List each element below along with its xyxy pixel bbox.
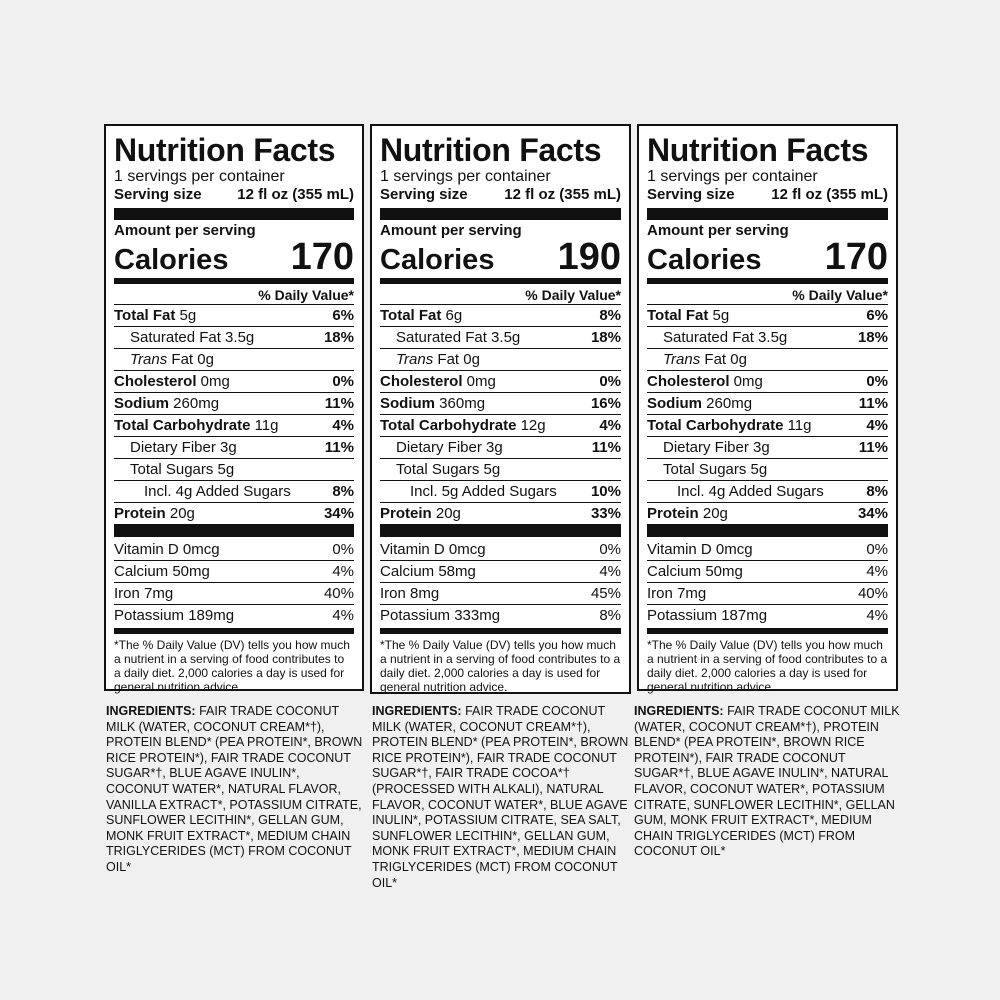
nutrient-amount: Incl. 4g Added Sugars (677, 483, 824, 500)
nutrient-label (114, 305, 196, 326)
nutrient-amount: 6g (441, 307, 463, 324)
nutrient-row (380, 459, 621, 481)
nutrient-daily-value: 4% (866, 417, 888, 434)
nutrient-name: Fat 0g (433, 351, 480, 368)
nutrient-row (114, 481, 354, 503)
vitamin-daily-value: 0% (599, 541, 621, 558)
vitamin-row (114, 605, 354, 626)
nutrient-label (647, 349, 747, 370)
vitamin-row (647, 605, 888, 626)
vitamin-name: Calcium 50mg (647, 563, 743, 580)
vitamin-daily-value: 4% (599, 563, 621, 580)
nutrient-row (647, 349, 888, 371)
serving-size-row (380, 186, 621, 204)
nutrient-daily-value: 0% (332, 373, 354, 390)
nutrient-row (380, 437, 621, 459)
amount-per-serving: Amount per serving (647, 222, 789, 239)
nutrient-label (114, 327, 254, 348)
serving-size-value: 12 fl oz (355 mL) (771, 186, 888, 203)
nutrient-name: Fat 0g (167, 351, 214, 368)
nutrient-daily-value: 8% (866, 483, 888, 500)
nutrient-amount: Total Sugars 5g (663, 461, 768, 478)
nutrient-name-bold: Protein (647, 505, 699, 522)
nutrient-label (380, 503, 461, 524)
nutrient-row (114, 349, 354, 371)
calories-label: Calories (114, 244, 229, 276)
panel-title: Nutrition Facts (647, 132, 869, 168)
nutrient-daily-value: 6% (866, 307, 888, 324)
calories-value: 170 (824, 236, 888, 278)
nutrient-daily-value: 11% (858, 439, 888, 456)
nutrient-amount: 0mg (196, 373, 230, 390)
nutrient-row (380, 349, 621, 371)
vitamin-row (380, 583, 621, 605)
nutrition-facts-panel (637, 124, 898, 694)
nutrient-daily-value: 4% (332, 417, 354, 434)
vitamin-name: Iron 8mg (380, 585, 440, 602)
nutrient-row (380, 503, 621, 525)
serving-size-label: Serving size (647, 186, 735, 203)
nutrient-row (114, 415, 354, 437)
nutrient-amount: Saturated Fat 3.5g (663, 329, 788, 346)
nutrient-label (380, 327, 520, 348)
nutrient-label (647, 305, 729, 326)
vitamin-row (114, 539, 354, 561)
daily-value-header: % Daily Value* (380, 286, 621, 305)
nutrient-label (380, 393, 485, 414)
nutrient-daily-value: 11% (591, 439, 621, 456)
vitamin-daily-value: 0% (332, 541, 354, 558)
vitamin-name: Vitamin D 0mcg (114, 541, 220, 558)
calories-label: Calories (647, 244, 762, 276)
nutrient-label (380, 459, 500, 480)
nutrient-label (380, 481, 557, 502)
serving-size-row (647, 186, 888, 204)
nutrient-amount: 20g (165, 505, 195, 522)
nutrient-row (114, 371, 354, 393)
nutrient-italic: Trans (663, 351, 701, 368)
nutrient-row (647, 481, 888, 503)
divider-medium (380, 628, 621, 634)
daily-value-header: % Daily Value* (114, 286, 354, 305)
nutrient-name-bold: Protein (380, 505, 432, 522)
nutrient-row (647, 393, 888, 415)
nutrient-row (114, 459, 354, 481)
nutrient-label (114, 459, 234, 480)
nutrient-amount: Saturated Fat 3.5g (130, 329, 255, 346)
vitamin-row (380, 605, 621, 626)
nutrient-row (114, 503, 354, 525)
calories-row (647, 236, 888, 278)
nutrient-amount: Total Sugars 5g (130, 461, 235, 478)
ingredients-text: FAIR TRADE COCONUT MILK (WATER, COCONUT CREAM*†), PROTEIN BLEND* (PEA PROTEIN*, BROWN RICE PROTEIN*), FAIR TRADE COCONUT SUGAR*†, BLUE AGAVE INULIN*, COCONUT WATER*, NATURAL FLAVOR, VANILLA EXTRACT*, POTASSIUM CITRATE, SUNFLOWER LECITHIN*, GELLAN GUM, MONK FRUIT EXTRACT*, MEDIUM CHAIN TRIGLYCERIDES (MCT) FROM COCONUT OIL* (106, 704, 363, 874)
calories-value: 190 (557, 236, 621, 278)
vitamin-name: Potassium 333mg (380, 607, 501, 624)
nutrient-daily-value: 11% (324, 395, 354, 412)
nutrient-name-bold: Cholesterol (380, 373, 463, 390)
nutrient-label (114, 393, 219, 414)
vitamin-row (647, 583, 888, 605)
nutrient-row (647, 437, 888, 459)
nutrient-name-bold: Total Carbohydrate (380, 417, 517, 434)
nutrient-name-bold: Cholesterol (114, 373, 197, 390)
nutrient-name-bold: Cholesterol (647, 373, 730, 390)
servings-per-container: 1 servings per container (647, 168, 818, 185)
vitamin-daily-value: 4% (866, 607, 888, 624)
vitamin-name: Vitamin D 0mcg (647, 541, 753, 558)
nutrient-label (114, 481, 291, 502)
divider-thick (114, 525, 354, 537)
nutrient-name-bold: Protein (114, 505, 166, 522)
nutrient-daily-value: 18% (323, 329, 354, 346)
vitamin-name: Potassium 189mg (114, 607, 235, 624)
nutrient-amount: Dietary Fiber 3g (130, 439, 237, 456)
nutrient-row (114, 437, 354, 459)
nutrient-label (380, 349, 480, 370)
nutrient-daily-value: 8% (332, 483, 354, 500)
nutrient-row (380, 305, 621, 327)
nutrient-amount: Dietary Fiber 3g (663, 439, 770, 456)
vitamin-name: Iron 7mg (647, 585, 707, 602)
nutrient-amount: 0mg (729, 373, 763, 390)
nutrient-daily-value: 0% (599, 373, 621, 390)
ingredients-label: INGREDIENTS: (106, 704, 196, 718)
amount-per-serving: Amount per serving (380, 222, 522, 239)
vitamin-name: Iron 7mg (114, 585, 174, 602)
nutrient-label (647, 371, 763, 392)
ingredients-label: INGREDIENTS: (372, 704, 462, 718)
ingredients-label: INGREDIENTS: (634, 704, 724, 718)
nutrient-label (647, 393, 752, 414)
nutrient-daily-value: 16% (590, 395, 621, 412)
nutrient-daily-value: 4% (599, 417, 621, 434)
vitamin-daily-value: 40% (857, 585, 888, 602)
nutrient-amount: Saturated Fat 3.5g (396, 329, 521, 346)
nutrient-amount: Incl. 5g Added Sugars (410, 483, 557, 500)
calories-value: 170 (290, 236, 354, 278)
vitamin-row (380, 539, 621, 561)
serving-size-value: 12 fl oz (355 mL) (504, 186, 621, 203)
nutrient-amount: Dietary Fiber 3g (396, 439, 503, 456)
nutrient-label (380, 371, 496, 392)
ingredients-block (634, 704, 900, 860)
nutrient-amount: Incl. 4g Added Sugars (144, 483, 291, 500)
vitamin-row (114, 561, 354, 583)
nutrient-row (114, 327, 354, 349)
nutrient-amount: 11g (250, 417, 279, 434)
divider-medium (114, 278, 354, 284)
calories-row (114, 236, 354, 278)
divider-medium (647, 278, 888, 284)
nutrient-amount: 20g (431, 505, 461, 522)
vitamin-daily-value: 0% (866, 541, 888, 558)
nutrient-row (380, 481, 621, 503)
nutrient-row (647, 503, 888, 525)
nutrient-italic: Trans (130, 351, 168, 368)
nutrient-label (114, 415, 279, 436)
nutrient-label (647, 415, 812, 436)
nutrient-amount: 12g (516, 417, 546, 434)
nutrient-name-bold: Total Fat (380, 307, 442, 324)
nutrient-row (380, 393, 621, 415)
divider-thick (647, 208, 888, 220)
nutrient-name-bold: Sodium (114, 395, 169, 412)
nutrient-label (114, 371, 230, 392)
nutrient-label (380, 437, 503, 458)
vitamin-row (114, 583, 354, 605)
vitamin-row (647, 539, 888, 561)
divider-thick (647, 525, 888, 537)
nutrient-amount: 0mg (462, 373, 496, 390)
vitamin-row (647, 561, 888, 583)
nutrient-label (647, 503, 728, 524)
nutrient-row (114, 393, 354, 415)
nutrient-daily-value: 10% (590, 483, 621, 500)
nutrient-label (647, 481, 824, 502)
nutrient-name-bold: Total Fat (647, 307, 709, 324)
nutrition-facts-panel (370, 124, 631, 694)
calories-label: Calories (380, 244, 495, 276)
nutrient-daily-value: 18% (590, 329, 621, 346)
nutrient-row (380, 415, 621, 437)
vitamin-daily-value: 4% (866, 563, 888, 580)
nutrient-amount: 11g (783, 417, 812, 434)
vitamin-daily-value: 4% (332, 563, 354, 580)
divider-thick (380, 208, 621, 220)
ingredients-text: FAIR TRADE COCONUT MILK (WATER, COCONUT CREAM*†), PROTEIN BLEND* (PEA PROTEIN*, BROWN RICE PROTEIN*), FAIR TRADE COCONUT SUGAR*†, BLUE AGAVE INULIN*, NATURAL FLAVOR, COCONUT WATER*, POTASSIUM CITRATE, SUNFLOWER LECITHIN*, GELLAN GUM, MONK FRUIT EXTRACT*, MEDIUM CHAIN TRIGLYCERIDES (MCT) FROM COCONUT OIL* (634, 704, 900, 859)
nutrient-label (114, 349, 214, 370)
ingredients-text: FAIR TRADE COCONUT MILK (WATER, COCONUT CREAM*†), PROTEIN BLEND* (PEA PROTEIN*, BROWN RICE PROTEIN*), FAIR TRADE COCONUT SUGAR*†, FAIR TRADE COCOA*† (PROCESSED WITH ALKALI), NATURAL FLAVOR, COCONUT WATER*, BLUE AGAVE INULIN*, POTASSIUM CITRATE, SEA SALT, SUNFLOWER LECITHIN*, GELLAN GUM, MONK FRUIT EXTRACT*, MEDIUM CHAIN TRIGLYCERIDES (MCT) FROM COCONUT OIL* (372, 704, 629, 890)
vitamin-name: Vitamin D 0mcg (380, 541, 486, 558)
daily-value-footnote: *The % Daily Value (DV) tells you how much a nutrient in a serving of food contributes to a daily diet. 2,000 calories a day is used for general nutrition advice. (647, 638, 888, 694)
nutrition-facts-panel (104, 124, 364, 694)
amount-per-serving: Amount per serving (114, 222, 256, 239)
nutrient-amount: Total Sugars 5g (396, 461, 501, 478)
vitamin-name: Calcium 50mg (114, 563, 210, 580)
nutrient-daily-value: 34% (857, 505, 888, 522)
nutrient-daily-value: 11% (324, 439, 354, 456)
vitamin-daily-value: 4% (332, 607, 354, 624)
nutrient-name-bold: Total Fat (114, 307, 176, 324)
nutrient-row (647, 371, 888, 393)
nutrient-name-bold: Total Carbohydrate (114, 417, 251, 434)
nutrient-amount: 5g (175, 307, 197, 324)
divider-medium (647, 628, 888, 634)
serving-size-label: Serving size (114, 186, 202, 203)
nutrient-daily-value: 11% (858, 395, 888, 412)
nutrient-label (647, 327, 787, 348)
nutrient-row (380, 327, 621, 349)
nutrient-amount: 20g (698, 505, 728, 522)
nutrient-amount: 360mg (435, 395, 486, 412)
vitamin-daily-value: 8% (599, 607, 621, 624)
daily-value-footnote: *The % Daily Value (DV) tells you how much a nutrient in a serving of food contributes to a daily diet. 2,000 calories a day is used for general nutrition advice. (380, 638, 621, 694)
nutrient-daily-value: 18% (857, 329, 888, 346)
daily-value-header: % Daily Value* (647, 286, 888, 305)
nutrient-name-bold: Sodium (380, 395, 435, 412)
divider-thick (114, 208, 354, 220)
divider-medium (114, 628, 354, 634)
ingredients-block (372, 704, 630, 891)
nutrient-name-bold: Sodium (647, 395, 702, 412)
servings-per-container: 1 servings per container (114, 168, 285, 185)
vitamin-daily-value: 40% (323, 585, 354, 602)
vitamin-daily-value: 45% (590, 585, 621, 602)
calories-row (380, 236, 621, 278)
nutrient-label (114, 503, 195, 524)
serving-size-value: 12 fl oz (355 mL) (237, 186, 354, 203)
nutrient-name-bold: Total Carbohydrate (647, 417, 784, 434)
nutrient-row (380, 371, 621, 393)
nutrient-row (114, 305, 354, 327)
nutrient-name: Fat 0g (700, 351, 747, 368)
nutrient-row (647, 305, 888, 327)
nutrient-daily-value: 8% (599, 307, 621, 324)
nutrient-amount: 260mg (169, 395, 220, 412)
daily-value-footnote: *The % Daily Value (DV) tells you how much a nutrient in a serving of food contributes to a daily diet. 2,000 calories a day is used for general nutrition advice. (114, 638, 350, 694)
nutrient-daily-value: 33% (590, 505, 621, 522)
nutrient-daily-value: 0% (866, 373, 888, 390)
nutrient-label (647, 437, 770, 458)
nutrient-daily-value: 6% (332, 307, 354, 324)
panel-title: Nutrition Facts (114, 132, 336, 168)
nutrient-daily-value: 34% (323, 505, 354, 522)
nutrient-row (647, 327, 888, 349)
nutrient-amount: 5g (708, 307, 730, 324)
ingredients-block (106, 704, 364, 876)
vitamin-name: Potassium 187mg (647, 607, 768, 624)
nutrient-label (380, 305, 462, 326)
panel-title: Nutrition Facts (380, 132, 602, 168)
divider-thick (380, 525, 621, 537)
vitamin-name: Calcium 58mg (380, 563, 476, 580)
nutrient-label (647, 459, 767, 480)
nutrient-label (114, 437, 237, 458)
vitamin-row (380, 561, 621, 583)
nutrient-row (647, 415, 888, 437)
divider-medium (380, 278, 621, 284)
serving-size-label: Serving size (380, 186, 468, 203)
nutrient-italic: Trans (396, 351, 434, 368)
serving-size-row (114, 186, 354, 204)
nutrient-amount: 260mg (702, 395, 753, 412)
nutrient-label (380, 415, 546, 436)
servings-per-container: 1 servings per container (380, 168, 551, 185)
nutrient-row (647, 459, 888, 481)
